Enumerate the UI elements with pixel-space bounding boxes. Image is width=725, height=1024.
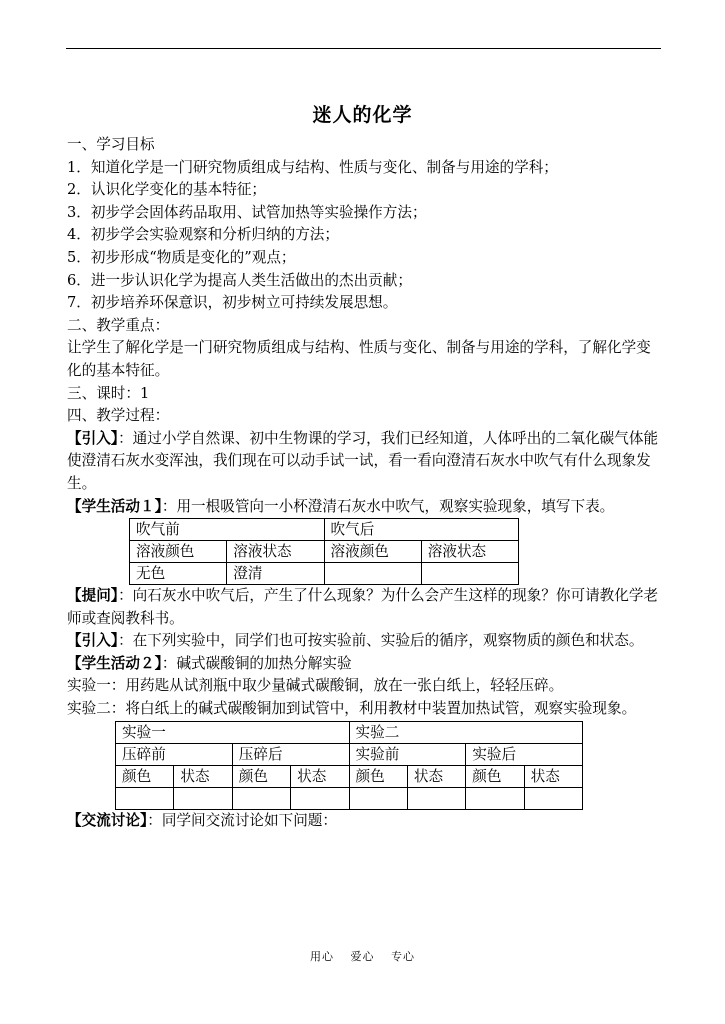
activity-1-paragraph (67, 496, 661, 519)
objective-item: 5．初步形成“物质是变化的”观点； (67, 248, 296, 266)
question-paragraph (67, 585, 661, 630)
page-footer (0, 948, 725, 964)
table-cell: 溶液状态 (227, 541, 324, 563)
table-cell (116, 787, 174, 809)
activity-2-paragraph (67, 653, 661, 676)
table-cell: 实验后 (466, 743, 583, 765)
section-heading-focus: 二、教学重点： (67, 316, 170, 334)
table-cell (421, 563, 518, 585)
section-heading-process: 四、教学过程： (67, 407, 170, 425)
document-body (67, 134, 661, 832)
intro-text: ：在下列实验中，同学们也可按实验前、实验后的循序，观察物质的颜色和状态。 (118, 632, 644, 650)
table-row (130, 519, 519, 541)
table-cell (324, 563, 421, 585)
table-cell (232, 787, 290, 809)
table-cell (349, 787, 407, 809)
table-cell: 状态 (291, 765, 349, 787)
intro-text: ：通过小学自然课、初中生物课的学习，我们已经知道，人体呼出的二氧化碳气体能使澄清石灰水变浑浊，我们现在可以动手试一试，看一看向澄清石灰水中吹气有什么现象发生。 (67, 429, 659, 492)
table-cell: 溶液颜色 (130, 541, 227, 563)
table-cell: 颜色 (116, 765, 174, 787)
table-cell (524, 787, 582, 809)
question-text: ：向石灰水中吹气后，产生了什么现象？为什么会产生这样的现象？你可请教化学老师或查阅教科书。 (67, 587, 659, 627)
activity-tag: 【学生活动２】 (67, 654, 162, 672)
table-cell: 澄清 (227, 563, 324, 585)
table-row (130, 541, 519, 563)
table-cell: 压碎后 (232, 743, 349, 765)
table-cell (174, 787, 232, 809)
objective-item: 2．认识化学变化的基本特征； (67, 181, 267, 199)
table-cell: 状态 (524, 765, 582, 787)
table-cell (291, 787, 349, 809)
table-row (116, 743, 583, 765)
activity-text: ：用一根吸管向一小杯澄清石灰水中吹气，观察实验现象，填写下表。 (161, 497, 615, 515)
table-cell: 溶液状态 (421, 541, 518, 563)
discussion-tag: 【交流讨论】 (67, 811, 148, 829)
table-cell: 吹气后 (324, 519, 519, 541)
table-cell: 颜色 (466, 765, 524, 787)
table-cell: 状态 (407, 765, 465, 787)
section-heading-objectives: 一、学习目标 (67, 136, 155, 153)
experiment-2-text: 实验二：将白纸上的碱式碳酸铜加到试管中，利用教材中装置加热试管，观察实验现象。 (67, 700, 637, 718)
table-row (130, 563, 519, 585)
table-cell: 实验前 (349, 743, 466, 765)
experiment-1-text: 实验一：用药匙从试剂瓶中取少量碱式碳酸铜，放在一张白纸上，轻轻压碎。 (67, 677, 564, 695)
table-limewater (129, 518, 519, 585)
table-experiments (115, 721, 583, 810)
discussion-paragraph (67, 810, 661, 833)
question-tag: 【提问】 (67, 587, 119, 605)
intro-paragraph-2 (67, 630, 661, 653)
discussion-text: ：同学间交流讨论如下问题： (147, 811, 337, 829)
table-row (116, 765, 583, 787)
table-cell: 吹气前 (130, 519, 325, 541)
activity-tag: 【学生活动１】 (67, 497, 162, 515)
footer-text: 爱心 (350, 950, 375, 963)
intro-tag: 【引入】 (67, 429, 119, 447)
header-rule (66, 48, 661, 49)
intro-paragraph-1 (67, 428, 661, 496)
table-cell (466, 787, 524, 809)
footer-text: 专心 (391, 950, 415, 963)
table-cell: 溶液颜色 (324, 541, 421, 563)
activity-text: ：碱式碳酸铜的加热分解实验 (161, 654, 352, 672)
focus-text: 让学生了解化学是一门研究物质组成与结构、性质与变化、制备与用途的学科，了解化学变化的基本特征。 (67, 339, 651, 379)
objective-item: 4．初步学会实验观察和分析归纳的方法； (67, 226, 339, 244)
objective-item: 3．初步学会固体药品取用、试管加热等实验操作方法； (67, 203, 427, 221)
objective-item: 7．初步培养环保意识，初步树立可持续发展思想。 (67, 294, 398, 312)
table-cell: 实验一 (116, 721, 350, 743)
table-cell: 颜色 (349, 765, 407, 787)
objective-item: 6．进一步认识化学为提高人类生活做出的杰出贡献； (67, 271, 412, 289)
table-cell: 无色 (130, 563, 227, 585)
table-cell (407, 787, 465, 809)
table-cell: 压碎前 (116, 743, 233, 765)
table-row (116, 787, 583, 809)
table-cell: 颜色 (232, 765, 290, 787)
intro-tag: 【引入】 (67, 632, 119, 650)
objective-item: 1．知道化学是一门研究物质组成与结构、性质与变化、制备与用途的学科； (67, 158, 558, 176)
section-heading-hours: 三、课时：1 (67, 384, 150, 402)
table-cell: 实验二 (349, 721, 583, 743)
table-cell: 状态 (174, 765, 232, 787)
table-row (116, 721, 583, 743)
page-title: 迷人的化学 (312, 104, 413, 126)
footer-text: 用心 (310, 950, 334, 963)
